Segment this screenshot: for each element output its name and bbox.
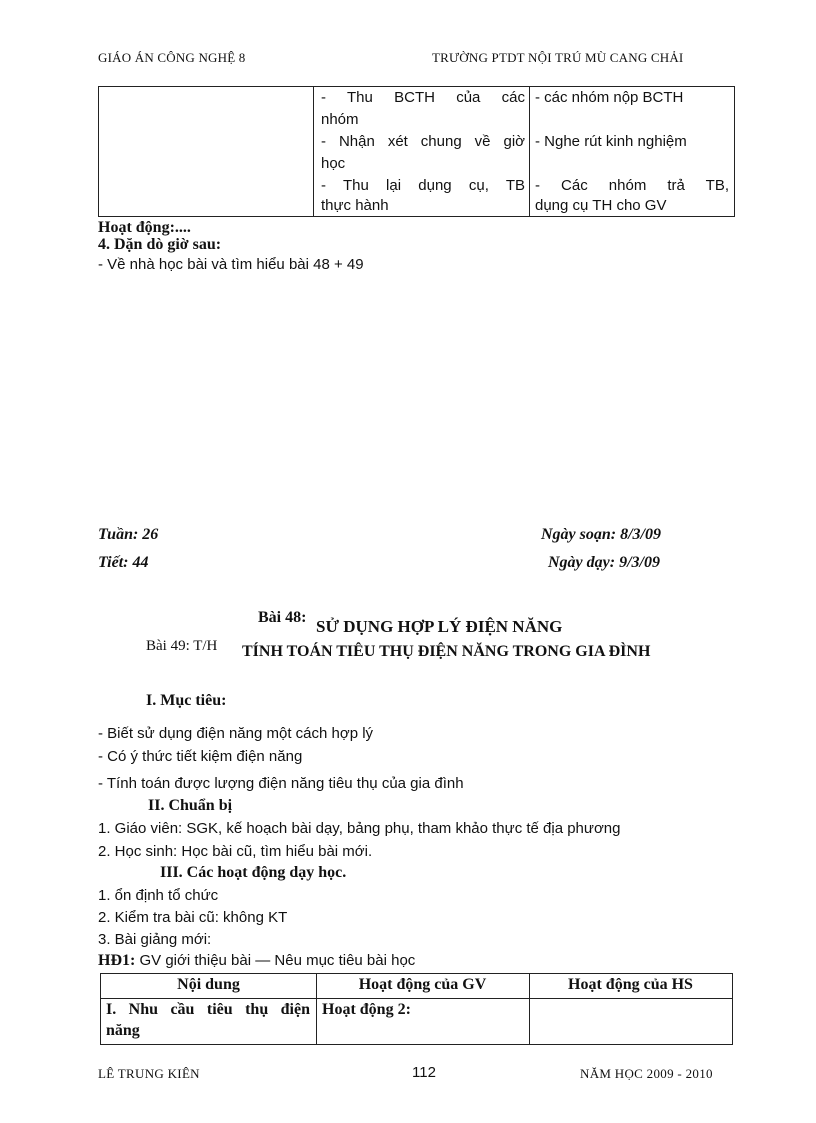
- gv-row1-line1: - Thu BCTH của các: [321, 89, 525, 106]
- header-right: TRƯỜNG PTDT NỘI TRÚ MÙ CANG CHẢI: [432, 50, 684, 65]
- row1-noi-dung-line1: I. Nhu cầu tiêu thụ điện: [106, 1001, 310, 1018]
- gv-row3-line1: - Thu lại dụng cụ, TB: [321, 177, 525, 194]
- dan-do-title: 4. Dặn dò giờ sau:: [98, 236, 222, 253]
- dan-do-text: - Về nhà học bài và tìm hiểu bài 48 + 49: [98, 256, 364, 273]
- hoat-dong-day-hoc-title: III. Các hoạt động dạy học.: [160, 864, 347, 881]
- hd-item-2: 2. Kiểm tra bài cũ: không KT: [98, 909, 288, 926]
- row1-gv: Hoạt động 2:: [322, 1001, 411, 1018]
- hs-row3-line1: - Các nhóm trả TB,: [535, 177, 729, 194]
- chuan-bi-title: II. Chuẩn bị: [148, 797, 233, 814]
- gv-row1-line2: nhóm: [321, 111, 359, 128]
- ngay-day: Ngày dạy: 9/3/09: [548, 554, 660, 571]
- muc-tieu-item-1: - Biết sử dụng điện năng một cách hợp lý: [98, 725, 374, 742]
- hd1-line: [98, 952, 415, 970]
- bai49-title: TÍNH TOÁN TIÊU THỤ ĐIỆN NĂNG TRONG GIA ĐÌNH: [242, 643, 651, 660]
- page-number: 112: [412, 1064, 436, 1081]
- hd-item-3: 3. Bài giảng mới:: [98, 931, 212, 948]
- hoat-dong-label: Hoạt động:....: [98, 219, 191, 236]
- hd1-label: HĐ1:: [98, 952, 136, 969]
- chuan-bi-item-1: 1. Giáo viên: SGK, kế hoạch bài dạy, bảng phụ, tham khảo thực tế địa phương: [98, 820, 621, 837]
- tuan: Tuần: 26: [98, 526, 159, 543]
- th-hoat-dong-gv: Hoạt động của GV: [358, 976, 487, 993]
- hs-row1-line1: - các nhóm nộp BCTH: [535, 89, 684, 106]
- footer-left: LÊ TRUNG KIÊN: [98, 1066, 200, 1081]
- hs-row2-line1: - Nghe rút kinh nghiệm: [535, 133, 687, 150]
- ngay-soan: Ngày soạn: 8/3/09: [541, 526, 661, 543]
- th-noi-dung: Nội dung: [177, 976, 240, 993]
- header-left: GIÁO ÁN CÔNG NGHỆ 8: [98, 50, 246, 65]
- bai49-label: Bài 49: T/H: [146, 638, 218, 654]
- hd-item-1: 1. ổn định tổ chức: [98, 887, 219, 904]
- bottom-table: [100, 973, 733, 1045]
- muc-tieu-title: I. Mục tiêu:: [146, 692, 227, 709]
- muc-tieu-item-2: - Có ý thức tiết kiệm điện năng: [98, 748, 303, 765]
- gv-row2-line2: học: [321, 155, 346, 172]
- gv-row2-line1: - Nhận xét chung về giờ: [321, 133, 525, 150]
- muc-tieu-item-3: - Tính toán được lượng điện năng tiêu thụ của gia đình: [98, 775, 464, 792]
- gv-row3-line2: thực hành: [321, 197, 389, 214]
- row1-noi-dung-line2: năng: [106, 1022, 140, 1039]
- bai48-label: Bài 48:: [258, 609, 307, 626]
- footer-right: NĂM HỌC 2009 - 2010: [580, 1066, 713, 1081]
- hs-row3-line2: dụng cụ TH cho GV: [535, 197, 667, 214]
- bai48-title: SỬ DỤNG HỢP LÝ ĐIỆN NĂNG: [316, 617, 563, 636]
- th-hoat-dong-hs: Hoạt động của HS: [568, 976, 693, 993]
- hd1-text: GV giới thiệu bài — Nêu mục tiêu bài học: [135, 952, 416, 969]
- tiet: Tiết: 44: [98, 554, 149, 571]
- chuan-bi-item-2: 2. Học sinh: Học bài cũ, tìm hiểu bài mới.: [98, 843, 373, 860]
- top-table: [98, 86, 735, 217]
